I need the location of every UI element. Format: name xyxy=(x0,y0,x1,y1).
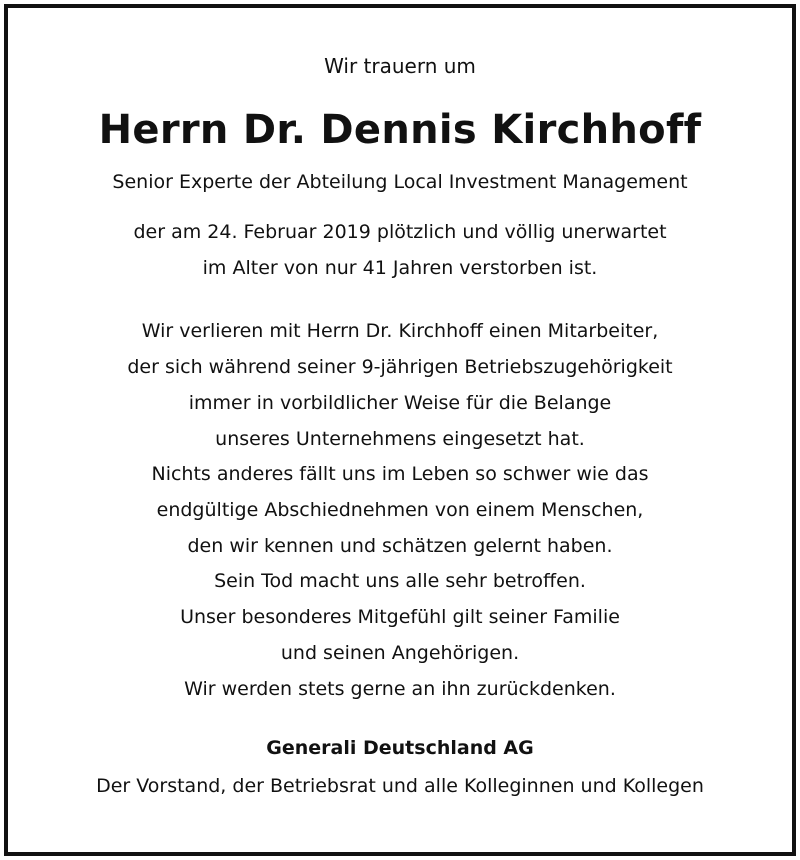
signatories: Der Vorstand, der Betriebsrat und alle Kolleginnen und Kollegen xyxy=(96,775,704,797)
paragraph-line: der am 24. Februar 2019 plötzlich und völlig unerwartet xyxy=(133,221,667,243)
paragraph-farewell xyxy=(0,456,800,564)
intro-text: Wir trauern um xyxy=(324,54,476,78)
paragraph-line: endgültige Abschiednehmen von einem Menschen, xyxy=(156,499,644,521)
paragraph-line: und seinen Angehörigen. xyxy=(280,642,520,664)
paragraph-line: der sich während seiner 9-jährigen Betriebszugehörigkeit xyxy=(127,356,673,378)
paragraph-tribute xyxy=(0,313,800,457)
paragraph-line: immer in vorbildlicher Weise für die Belange xyxy=(188,392,612,414)
paragraph-line: Wir werden stets gerne an ihn zurückdenken. xyxy=(184,678,616,700)
deceased-name: Herrn Dr. Dennis Kirchhoff xyxy=(98,107,702,153)
company-name: Generali Deutschland AG xyxy=(266,737,534,759)
paragraph-line: Wir verlieren mit Herrn Dr. Kirchhoff einen Mitarbeiter, xyxy=(141,320,659,342)
deceased-role: Senior Experte der Abteilung Local Investment Management xyxy=(112,171,688,193)
paragraph-line: unseres Unternehmens eingesetzt hat. xyxy=(215,428,585,450)
paragraph-death-notice xyxy=(0,214,800,286)
paragraph-condolence xyxy=(0,563,800,707)
paragraph-line: den wir kennen und schätzen gelernt haben. xyxy=(187,535,613,557)
paragraph-line: im Alter von nur 41 Jahren verstorben ist. xyxy=(202,257,598,279)
paragraph-line: Unser besonderes Mitgefühl gilt seiner Familie xyxy=(180,606,620,628)
paragraph-line: Nichts anderes fällt uns im Leben so schwer wie das xyxy=(151,463,649,485)
paragraph-line: Sein Tod macht uns alle sehr betroffen. xyxy=(214,570,586,592)
